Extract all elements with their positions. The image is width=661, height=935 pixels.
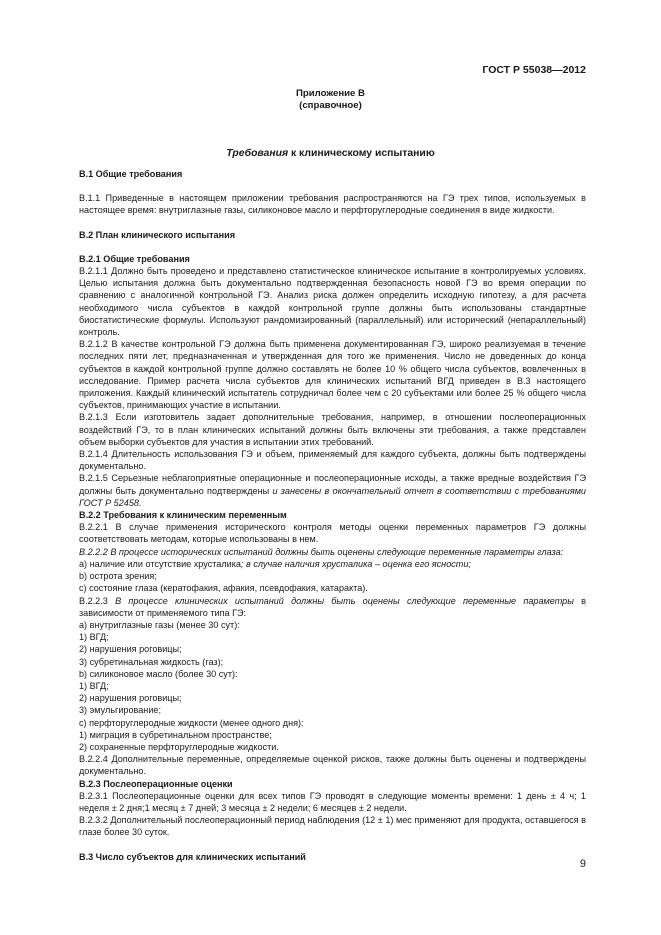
subsection-heading: В.2.3 Послеоперационные оценки bbox=[79, 778, 233, 789]
list-item: 3) субретинальная жидкость (газ); bbox=[79, 656, 224, 667]
list-item: а) внутриглазные газы (менее 30 сут): bbox=[79, 619, 240, 630]
paragraph bbox=[62, 595, 586, 619]
subsection-heading: В.2.2 Требования к клиническим переменным bbox=[79, 510, 287, 521]
list-item bbox=[62, 558, 586, 570]
list-item: c) перфторуглеродные жидкости (менее одного дня): bbox=[79, 717, 304, 728]
paragraph-italic: В процессе клинических испытаний должны быть оценены следующие переменные параметры bbox=[115, 595, 574, 606]
section-heading: В.1 Общие требования bbox=[79, 169, 183, 179]
list-item: 1) ВГД; bbox=[79, 680, 109, 691]
list-item: 2) сохраненные перфторуглеродные жидкости. bbox=[79, 741, 279, 752]
list-item: 2) нарушения роговицы; bbox=[79, 644, 182, 655]
paragraph-text: В.2.2.3 bbox=[79, 595, 116, 606]
subsection-heading: В.2.1 Общие требования bbox=[79, 253, 190, 264]
section-heading: В.3 Число субъектов для клинических испытаний bbox=[79, 851, 306, 862]
document-body bbox=[62, 168, 586, 863]
appendix-heading bbox=[0, 88, 661, 112]
paragraph-text: В.2.1.5 Серьезные неблагоприятные операционные и послеоперационные исходы, а также вредные воздействия ГЭ должны быть документально подтверждены bbox=[79, 473, 586, 496]
paragraph bbox=[62, 472, 586, 509]
paragraph: В.2.2.1 В случае применения исторического контроля методы оценки переменных параметров ГЭ должны соответствовать методам, которые использованы в нем. bbox=[79, 522, 586, 545]
list-item-italic: ; в случае наличия хрусталика – оценка его ясности; bbox=[241, 558, 471, 569]
paragraph: В.2.2.4 Дополнительные переменные, определяемые оценкой рисков, также должны быть оценены и подтверждены документально. bbox=[79, 754, 586, 777]
appendix-type: (справочное) bbox=[299, 100, 362, 111]
paragraph: В.1.1 Приведенные в настоящем приложении требования распространяются на ГЭ трех типов, используемых в настоящее время: внутриглазные газы, силиконовое масло и перфторуглеродные соединения в виде жидкости. bbox=[79, 193, 586, 216]
paragraph-italic: и занесены в окончательный отчет в соответствии с требованиями ГОСТ Р 52458. bbox=[79, 485, 586, 508]
paragraph: В.2.1.3 Если изготовитель задает дополнительные требования, например, в отношении послеоперационных воздействий ГЭ, то в план клинических испытаний должны быть включены эти требования, а также представлен объем выборки субъектов для участия в испытании этих требований. bbox=[79, 412, 586, 447]
list-item: 2) нарушения роговицы; bbox=[79, 693, 182, 704]
paragraph: В.2.3.2 Дополнительный послеоперационный период наблюдения (12 ± 1) мес применяют для продукта, оставшегося в глазе более 30 суток. bbox=[79, 815, 586, 838]
paragraph: В.2.1.4 Длительность использования ГЭ и объем, применяемый для каждого субъекта, должны быть подтверждены документально. bbox=[79, 449, 586, 472]
title-rest: к клиническому испытанию bbox=[288, 148, 435, 159]
list-item: b) силиконовое масло (более 30 сут): bbox=[79, 668, 238, 679]
paragraph: В.2.1.2 В качестве контрольной ГЭ должна быть применена документированная ГЭ, широко реализуемая в течение последних пяти лет, предназначенная и утвержденная для того же применения. Число не доведенных до конца субъектов в каждой контрольной группе должно составлять не более 10 % общего числа субъектов, вовлеченных в исследование. Пример расчета числа субъектов для клинических испытаний ВГД приведен в В.3 настоящего приложения. Каждый клинический испытатель сотрудничал более чем с 20 субъектами или более 25 % общего числа субъектов, принимающих участие в испытании. bbox=[79, 339, 586, 411]
paragraph-text: в зависимости от применяемого типа ГЭ: bbox=[79, 595, 586, 618]
list-item: 1) миграция в субретинальном пространстве; bbox=[79, 729, 272, 740]
appendix-main-title bbox=[0, 148, 661, 160]
paragraph-italic bbox=[62, 546, 586, 558]
paragraph-italic-text: В.2.2.2 В процессе исторических испытаний должны быть оценены следующие переменные параметры глаза: bbox=[79, 546, 564, 557]
section-heading: В.2 План клинического испытания bbox=[79, 229, 235, 240]
list-item: 3) эмульгирование; bbox=[79, 705, 161, 716]
list-item-text: а) наличие или отсутствие хрусталика bbox=[79, 558, 241, 569]
list-item: b) острота зрения; bbox=[79, 571, 157, 582]
paragraph: В.2.3.1 Послеоперационные оценки для всех типов ГЭ проводят в следующие моменты времени: 1 день ± 4 ч; 1 неделя ± 2 дня;1 месяц ± 7 дней; 3 месяца ± 2 недели; 6 месяцев ± 2 недели. bbox=[79, 790, 586, 813]
list-item: 1) ВГД; bbox=[79, 632, 109, 643]
page-number: 9 bbox=[579, 858, 586, 870]
document-number: ГОСТ Р 55038—2012 bbox=[482, 64, 586, 76]
appendix-title: Приложение В bbox=[296, 88, 365, 99]
list-item: c) состояние глаза (кератофакия, афакия, псевдофакия, катаракта). bbox=[79, 583, 368, 594]
title-italic: Требования bbox=[226, 148, 289, 159]
paragraph: В.2.1.1 Должно быть проведено и представлено статистическое клиническое испытание в контролируемых условиях. Целью испытания должна быть документально подтвержденная безопасность новой ГЭ во время операции по сравнению с аналогичной контрольной ГЭ. Анализ риска должен определить исходную гипотезу, а для расчета необходимого числа субъектов в каждой контрольной группе должны быть использованы стандартные биостатистические формулы. Используют рандомизированный (параллельный) или исторический (непараллельный) контроль. bbox=[79, 266, 586, 338]
